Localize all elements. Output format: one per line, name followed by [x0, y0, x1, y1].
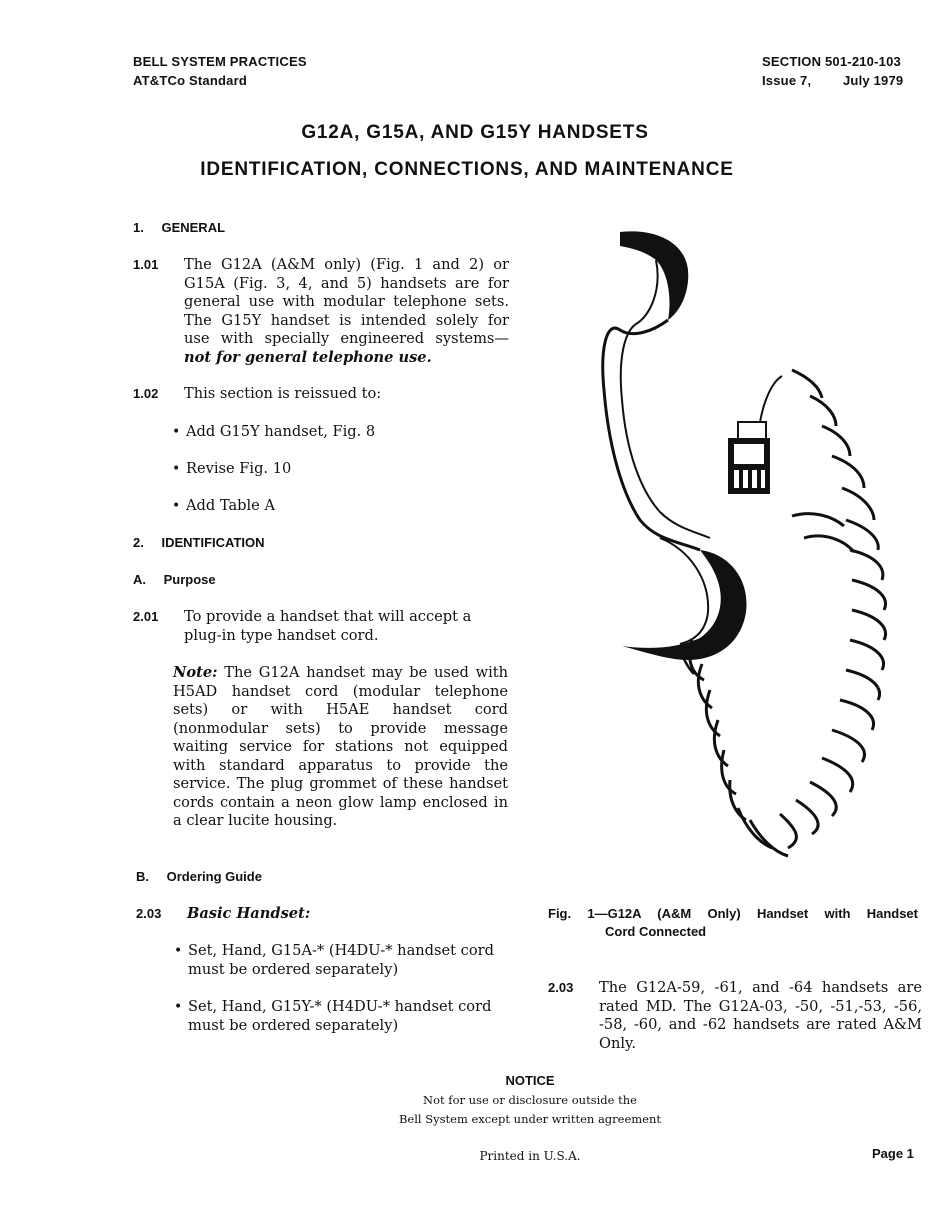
- paragraph-2-03-heading: [136, 905, 310, 924]
- page-number: Page 1: [872, 1146, 914, 1161]
- reissue-bullet: • Revise Fig. 10: [186, 460, 291, 479]
- paragraph-2-01-number: 2.01: [133, 609, 159, 624]
- section-1-heading: [133, 220, 225, 235]
- paragraph-1-01-number: 1.01: [133, 257, 159, 272]
- reissue-bullet: • Add Table A: [186, 497, 275, 516]
- subsection-b-letter: B.: [136, 869, 149, 884]
- paragraph-2-01-text: To provide a handset that will accept a plug-in type handset cord.: [184, 608, 472, 644]
- paragraph-2-03-ratings-text: The G12A-59, -61, and -64 handsets are rated MD. The G12A-03, -50, -51,-53, -56, -58, -60, and -62 handsets are rated A&M Only.: [599, 979, 922, 1052]
- note-label: Note:: [173, 664, 218, 681]
- notice-line1: Not for use or disclosure outside the: [423, 1093, 637, 1107]
- order-item: • Set, Hand, G15A-* (H4DU-* handset cord must be ordered separately): [188, 942, 510, 979]
- notice-line2: Bell System except under written agreement: [398, 1112, 662, 1126]
- subsection-a-title: Purpose: [163, 572, 216, 587]
- section-1-number: 1.: [133, 220, 144, 235]
- subsection-b-title: Ordering Guide: [166, 869, 262, 884]
- paragraph-1-02: [133, 385, 381, 404]
- section-2-number: 2.: [133, 535, 144, 550]
- paragraph-2-03-ratings-number: 2.03: [548, 980, 574, 995]
- subsection-b-heading: [136, 869, 262, 884]
- handset-handle-outline: [603, 320, 700, 550]
- section-1-title: GENERAL: [161, 220, 226, 235]
- paragraph-1-02-text: This section is reissued to:: [184, 385, 382, 402]
- paragraph-1-01-text: The G12A (A&M only) (Fig. 1 and 2) or G15A (Fig. 3, 4, and 5) handsets are for general use with modular telephone sets. The G15Y handset is intended solely for use with specially engineered systems—: [184, 256, 509, 347]
- paragraph-1-01: [133, 256, 509, 367]
- notice-heading: NOTICE: [505, 1073, 555, 1088]
- order-item: • Set, Hand, G15Y-* (H4DU-* handset cord must be ordered separately): [188, 998, 510, 1035]
- subsection-a-letter: A.: [133, 572, 146, 587]
- issue-line: [762, 71, 922, 90]
- paragraph-2-03-ratings: [548, 979, 922, 1053]
- paragraph-1-02-number: 1.02: [133, 386, 159, 401]
- header-right: [762, 52, 922, 90]
- paragraph-2-03-number: 2.03: [136, 906, 162, 921]
- handset-figure: [560, 220, 930, 880]
- reissue-bullet: • Add G15Y handset, Fig. 8: [186, 423, 375, 442]
- section-2-heading: [133, 535, 265, 550]
- note-block: [173, 664, 508, 831]
- document-title: G12A, G15A, AND G15Y HANDSETS: [301, 122, 649, 143]
- paragraph-1-01-emphasis: not for general telephone use.: [184, 348, 432, 366]
- note-text: The G12A handset may be used with H5AD handset cord (modular telephone sets) or with H5AE handset cord (nonmodular sets) to provide message waiting service for stations not equipped with standard apparatus to provide the service. The plug grommet of these handset cords contain a neon glow lamp enclosed in a clear lucite housing.: [173, 664, 508, 829]
- modular-plug-icon: [728, 376, 782, 494]
- publication-series: BELL SYSTEM PRACTICES: [133, 54, 307, 69]
- printed-in: Printed in U.S.A.: [479, 1149, 581, 1163]
- handset-earpiece: [620, 231, 688, 320]
- basic-handset-heading: Basic Handset:: [187, 905, 311, 922]
- figure-caption-line1: Fig. 1—G12A (A&M Only) Handset with Handset: [548, 906, 918, 921]
- document-subtitle: IDENTIFICATION, CONNECTIONS, AND MAINTENANCE: [200, 159, 734, 180]
- standard-label: AT&TCo Standard: [133, 73, 247, 88]
- handset-handle-inner: [621, 260, 710, 538]
- section-2-title: IDENTIFICATION: [161, 535, 265, 550]
- figure-caption-line2: Cord Connected: [605, 924, 707, 939]
- issue-number: Issue 7,: [762, 73, 812, 88]
- paragraph-2-01: [133, 608, 509, 645]
- header-left: [133, 52, 307, 90]
- issue-date: July 1979: [843, 73, 904, 88]
- figure-caption: [548, 905, 918, 941]
- section-number: SECTION 501-210-103: [762, 54, 901, 69]
- subsection-a-heading: [133, 572, 216, 587]
